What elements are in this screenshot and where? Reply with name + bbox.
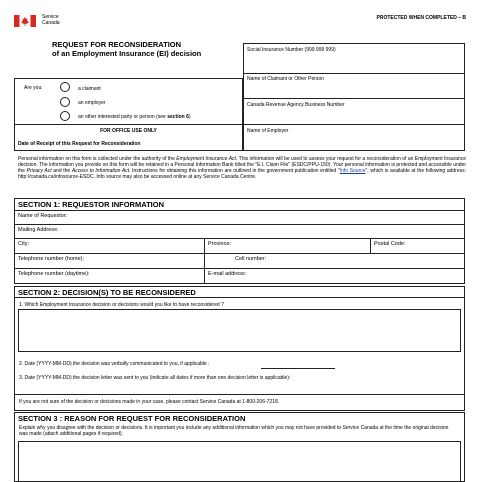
email-field[interactable]: [204, 268, 465, 284]
other-party-radio[interactable]: [60, 111, 70, 121]
info-source-link[interactable]: Info Source: [339, 168, 366, 174]
claimant-name-field[interactable]: [243, 73, 465, 99]
section2-note-divider: [14, 394, 465, 395]
department-name-en: Service: [42, 14, 59, 20]
postal-code-label: Postal Code:: [374, 241, 406, 247]
cra-number-label: Canada Revenue Agency Business Number: [247, 102, 345, 108]
employer-radio[interactable]: [60, 97, 70, 107]
employer-name-field[interactable]: [243, 124, 465, 151]
cell-number-field[interactable]: [204, 253, 465, 269]
daytime-phone-label: Telephone number (daytime):: [18, 271, 90, 277]
home-phone-label: Telephone number (home):: [18, 256, 85, 262]
city-label: City:: [18, 241, 29, 247]
section2-divider: [14, 297, 465, 298]
province-label: Province:: [208, 241, 231, 247]
sin-field[interactable]: [243, 43, 465, 74]
are-you-label: Are you:: [24, 85, 43, 91]
department-name-fr: Canada: [42, 20, 60, 26]
question2-label: 2. Date (YYYY-MM-DD) the decision was verbally communicated to you, if applicable :: [19, 361, 210, 367]
home-phone-field[interactable]: [14, 253, 205, 269]
requestor-name-label: Name of Requestor:: [18, 213, 68, 219]
email-label: E-mail address:: [208, 271, 247, 277]
mailing-address-field[interactable]: [14, 224, 465, 239]
sin-label: Social Insurance Number (999 999 999): [247, 47, 336, 53]
province-field[interactable]: [204, 238, 371, 254]
section2-heading: SECTION 2: DECISION(S) TO BE RECONSIDERED: [18, 288, 196, 297]
other-party-option-label: an other interested party or person (see section 6): [78, 114, 191, 120]
section3-instructions: Explain why you disagree with the decision or decisions. It is important you include any additional information which you may not have provided to Service Canada at the time the original decision was made (attach additional pages if required).: [19, 425, 449, 437]
privacy-notice: Personal information on this form is collected under the authority of the Employment Insurance Act. This information will be used to assess your request for a reconsideration of an Employment Insurance decision. The information you provide on this form will be retained in a Personal Information Bank titled the "E.I. Claim File" (ESDC/PPU-150). Your personal information is protected and accessible under the Privacy Act and the Access to Information Act. Instructions for obtaining this information are outlined in the government publication entitled "Info Source", which is available at the following address: http://canada.ca/infosource-ESDC. Info source may also be accessed online at any Service Canada Centre.: [18, 156, 467, 180]
claimant-option-label: a claimant: [78, 86, 101, 92]
city-field[interactable]: [14, 238, 205, 254]
requestor-name-field[interactable]: [14, 210, 465, 225]
question3-label: 3. Date (YYYY-MM-DD) the decision letter was sent to you (indicate all dates if more than one decision letter is applicable):: [19, 375, 291, 381]
employer-option-label: an employer: [78, 100, 106, 106]
question1-label: 1. Which Employment Insurance decision or decisions would you like to have reconsidered ?: [19, 302, 224, 308]
protected-label: PROTECTED WHEN COMPLETED – B: [376, 15, 466, 21]
section1-heading: SECTION 1: REQUESTOR INFORMATION: [18, 200, 164, 209]
daytime-phone-field[interactable]: [14, 268, 205, 284]
reason-textarea[interactable]: [18, 441, 461, 482]
employer-name-label: Name of Employer: [247, 128, 289, 134]
receipt-date-label: Date of Receipt of this Request for Reconsideration: [18, 141, 141, 147]
verbal-date-input[interactable]: [261, 368, 335, 369]
postal-code-field[interactable]: [370, 238, 465, 254]
cra-number-field[interactable]: [243, 98, 465, 125]
question1-textarea[interactable]: [18, 309, 461, 352]
office-use-heading: FOR OFFICE USE ONLY: [100, 128, 157, 134]
mailing-address-label: Mailing Address:: [18, 227, 59, 233]
canada-flag-icon: [14, 14, 36, 26]
claimant-radio[interactable]: [60, 82, 70, 92]
claimant-name-label: Name of Claimant or Other Person: [247, 76, 324, 82]
section3-heading: SECTION 3 : REASON FOR REQUEST FOR RECONSIDERATION: [18, 414, 246, 423]
form-title-line2: of an Employment Insurance (EI) decision: [52, 49, 202, 58]
form-title-line1: REQUEST FOR RECONSIDERATION: [52, 40, 182, 49]
cell-number-label: Cell number:: [235, 256, 267, 262]
contact-note: If you are not sure of the decision or decisions made in your case, please contact Service Canada at 1-800-206-7218.: [19, 399, 280, 405]
